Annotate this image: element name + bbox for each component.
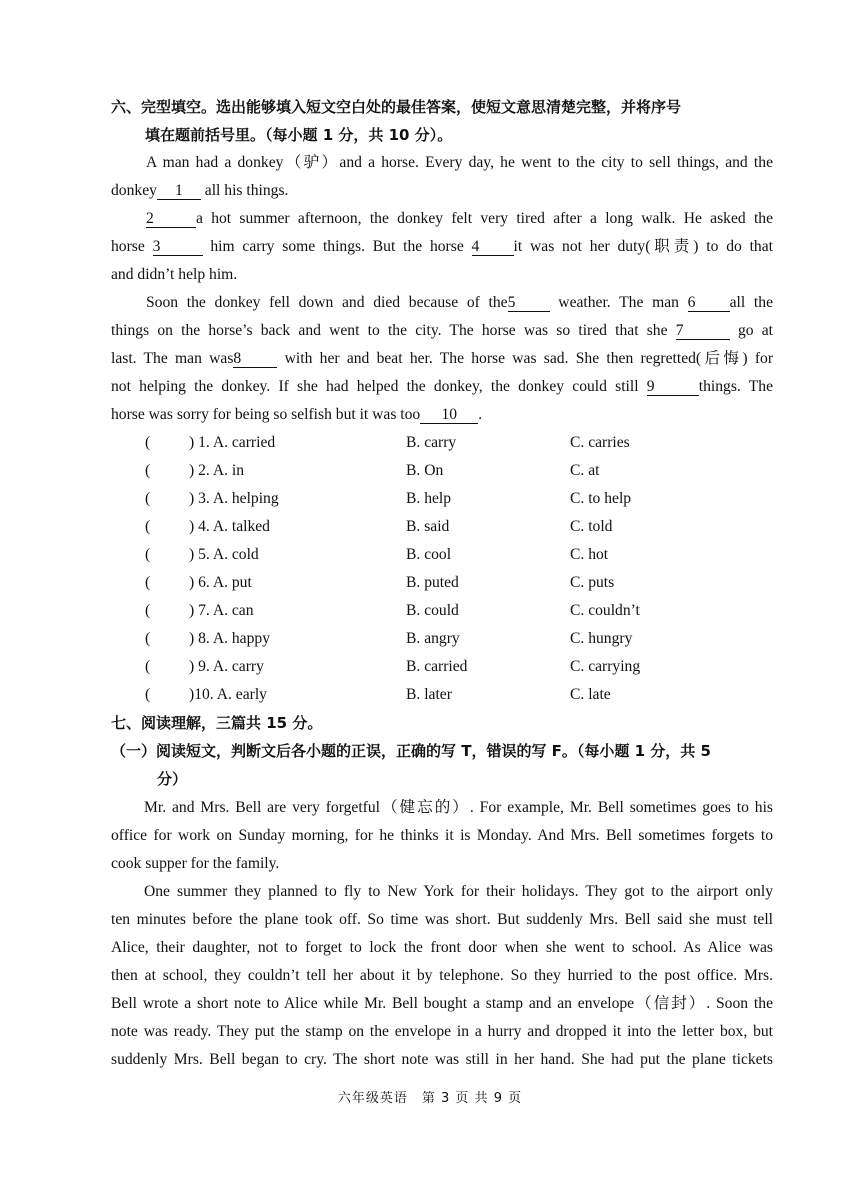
cloze-p1-line2 [111,181,773,201]
option-a: ) 7. A. can [189,602,254,619]
option-b: B. puted [406,574,459,591]
text-segment: Soon the donkey fell down and died because of the [146,294,508,311]
blank-7: 7 [676,322,730,340]
answer-paren[interactable]: ( [145,658,151,675]
text-segment: horse [111,238,153,255]
reading-line-3: cook supper for the family. [111,855,280,872]
option-b: B. later [406,686,452,703]
option-c: C. puts [570,574,615,591]
option-row-10 [145,685,775,705]
blank-1: 1 [157,182,201,200]
answer-paren[interactable]: ( [145,630,151,647]
option-a: ) 1. A. carried [189,434,276,451]
option-row-7 [145,601,775,621]
option-a: ) 5. A. cold [189,546,259,563]
option-row-3 [145,489,775,509]
reading-line-10: suddenly Mrs. Bell began to cry. The short note was still in her hand. She had put the plane tickets [111,1051,773,1068]
option-a: ) 2. A. in [189,462,245,479]
option-b: B. On [406,462,444,479]
option-row-4 [145,517,775,537]
option-c: C. to help [570,490,632,507]
section6-heading-line2: 填在题前括号里。（每小题 1 分，共 10 分）。 [145,126,453,144]
blank-8: 8 [233,350,277,368]
text-segment: things. The [698,378,773,395]
option-b: B. cool [406,546,452,563]
cloze-p2-line2 [111,237,773,257]
answer-paren[interactable]: ( [145,490,151,507]
cloze-p3-line5 [111,405,773,425]
text-segment: it was not her duty(职责) to do that [513,238,773,255]
option-b: B. carry [406,434,457,451]
option-row-8 [145,629,775,649]
option-b: B. angry [406,630,460,647]
text-segment: weather. The man [549,294,688,311]
option-row-6 [145,573,775,593]
reading-line-4: One summer they planned to fly to New York for their holidays. They got to the airport only [144,883,773,900]
option-a: ) 9. A. carry [189,658,264,675]
option-row-5 [145,545,775,565]
reading-line-9: note was ready. They put the stamp on the envelope in a hurry and dropped it into the letter box, but [111,1023,773,1040]
cloze-p2-line1 [146,209,773,229]
option-c: C. hot [570,546,609,563]
option-a: ) 3. A. helping [189,490,279,507]
answer-paren[interactable]: ( [145,518,151,535]
text-segment: last. The man was [111,350,234,367]
text-segment: horse was sorry for being so selfish but it was too [111,406,421,423]
blank-10: 10 [420,406,478,424]
cloze-p3-line1 [146,293,773,313]
text-segment: go at [729,322,773,339]
text-segment: a hot summer afternoon, the donkey felt very tired after a long walk. He asked the [196,210,773,227]
answer-paren[interactable]: ( [145,602,151,619]
blank-3: 3 [153,238,203,256]
option-c: C. late [570,686,611,703]
answer-paren[interactable]: ( [145,462,151,479]
cloze-p3-line3 [111,349,773,369]
blank-2: 2 [146,210,196,228]
option-b: B. carried [406,658,468,675]
option-b: B. said [406,518,450,535]
option-c: C. told [570,518,613,535]
text-segment: not helping the donkey. If she had helped the donkey, the donkey could still [111,378,647,395]
option-a: ) 4. A. talked [189,518,270,535]
reading-line-2: office for work on Sunday morning, for he thinks it is Monday. And Mrs. Bell sometimes forgets to [111,827,773,844]
option-c: C. hungry [570,630,633,647]
answer-paren[interactable]: ( [145,434,151,451]
page-footer: 六年级英语 第 3 页 共 9 页 [337,1091,523,1106]
blank-6: 6 [688,294,730,312]
option-b: B. could [406,602,459,619]
text-segment: donkey [111,182,157,199]
option-a: )10. A. early [189,686,267,703]
option-c: C. couldn’t [570,602,640,619]
option-c: C. carries [570,434,630,451]
answer-paren[interactable]: ( [145,686,151,703]
cloze-p3-line4 [111,377,773,397]
answer-paren[interactable]: ( [145,574,151,591]
cloze-p3-line2 [111,321,773,341]
reading-line-5: ten minutes before the plane took off. So time was short. But suddenly Mrs. Bell said she must tell [111,911,773,928]
cloze-p2-line3: and didn’t help him. [111,266,238,283]
option-a: ) 6. A. put [189,574,252,591]
reading-line-6: Alice, their daughter, not to forget to lock the front door when she went to school. As Alice was [111,939,773,956]
answer-paren[interactable]: ( [145,546,151,563]
reading-line-8: Bell wrote a short note to Alice while Mr. Bell bought a stamp and an envelope（信封）. Soon the [111,995,773,1012]
reading-line-1: Mr. and Mrs. Bell are very forgetful（健忘的）. For example, Mr. Bell sometimes goes to his [144,799,773,816]
option-row-9 [145,657,775,677]
text-segment: all his things. [200,182,289,199]
text-segment: all the [729,294,773,311]
cloze-p1-line1: A man had a donkey（驴）and a horse. Every day, he went to the city to sell things, and the [146,154,773,171]
blank-9: 9 [647,378,699,396]
text-segment: with her and beat her. The horse was sad. She then regretted(后悔) for [277,350,774,367]
blank-4: 4 [472,238,514,256]
section7-heading: 七、阅读理解，三篇共 15 分。 [111,714,323,732]
option-c: C. carrying [570,658,641,675]
option-b: B. help [406,490,452,507]
option-c: C. at [570,462,600,479]
option-row-1 [145,433,775,453]
text-segment: things on the horse’s back and went to the city. The horse was so tired that she [111,322,676,339]
option-row-2 [145,461,775,481]
option-a: ) 8. A. happy [189,630,270,647]
reading-line-7: then at school, they couldn’t tell her about it by telephone. So they hurried to the post office. Mrs. [111,967,773,984]
section7-sub-heading-line1: （一）阅读短文，判断文后各小题的正误，正确的写 T，错误的写 F。（每小题 1 分，共 5 [111,742,711,760]
section7-sub-heading-line2: 分） [157,770,188,788]
text-segment: . [478,406,483,423]
blank-5: 5 [508,294,550,312]
section6-heading-line1: 六、完型填空。选出能够填入短文空白处的最佳答案，使短文意思清楚完整，并将序号 [111,98,682,116]
text-segment: him carry some things. But the horse [202,238,472,255]
